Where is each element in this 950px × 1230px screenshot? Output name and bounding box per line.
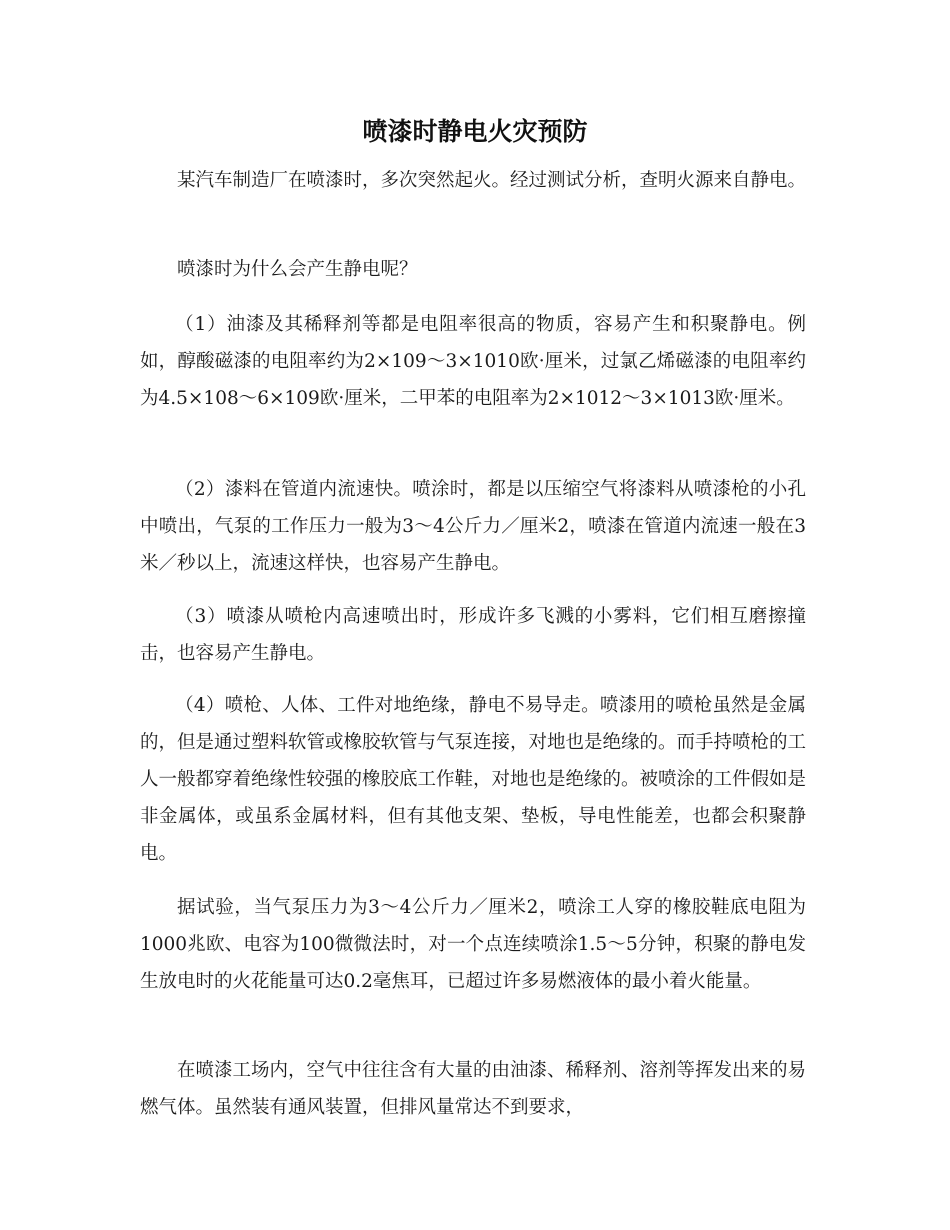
paragraph-reason-4: （4）喷枪、人体、工件对地绝缘，静电不易导走。喷漆用的喷枪虽然是金属的，但是通过塑料软管或橡胶软管与气泵连接，对地也是绝缘的。而手持喷枪的工人一般都穿着绝缘性较强的橡胶底工作鞋，对地也是绝缘的。被喷涂的工件假如是非金属体，或虽系金属材料，但有其他支架、垫板，导电性能差，也都会积聚静电。 bbox=[140, 695, 807, 864]
paragraph-experiment: 据试验，当气泵压力为3～4公斤力／厘米2，喷涂工人穿的橡胶鞋底电阻为1000兆欧、电容为100微微法时，对一个点连续喷涂1.5～5分钟，积聚的静电发生放电时的火花能量可达0.2毫焦耳，已超过许多易燃液体的最小着火能量。 bbox=[140, 897, 806, 992]
paragraph-reason-1: （1）油漆及其稀释剂等都是电阻率很高的物质，容易产生和积聚静电。例如，醇酸磁漆的电阻率约为2×109～3×1010欧·厘米，过氯乙烯磁漆的电阻率约为4.5×108～6×109欧·厘米，二甲苯的电阻率为2×1012～3×1013欧·厘米。 bbox=[140, 314, 806, 409]
paragraph-reason-3: （3）喷漆从喷枪内高速喷出时，形成许多飞溅的小雾料，它们相互磨擦撞击，也容易产生静电。 bbox=[140, 606, 806, 664]
document-title: 喷漆时静电火灾预防 bbox=[362, 117, 588, 146]
paragraph-reason-2: （2）漆料在管道内流速快。喷涂时，都是以压缩空气将漆料从喷漆枪的小孔中喷出，气泵的工作压力一般为3～4公斤力／厘米2，喷漆在管道内流速一般在3米／秒以上，流速这样快，也容易产生静电。 bbox=[140, 479, 806, 574]
paragraph-intro: 某汽车制造厂在喷漆时，多次突然起火。经过测试分析，查明火源来自静电。 bbox=[177, 170, 807, 191]
paragraph-question: 喷漆时为什么会产生静电呢？ bbox=[177, 259, 418, 280]
paragraph-workshop: 在喷漆工场内，空气中往往含有大量的由油漆、稀释剂、溶剂等挥发出来的易燃气体。虽然装有通风装置，但排风量常达不到要求， bbox=[140, 1060, 807, 1118]
